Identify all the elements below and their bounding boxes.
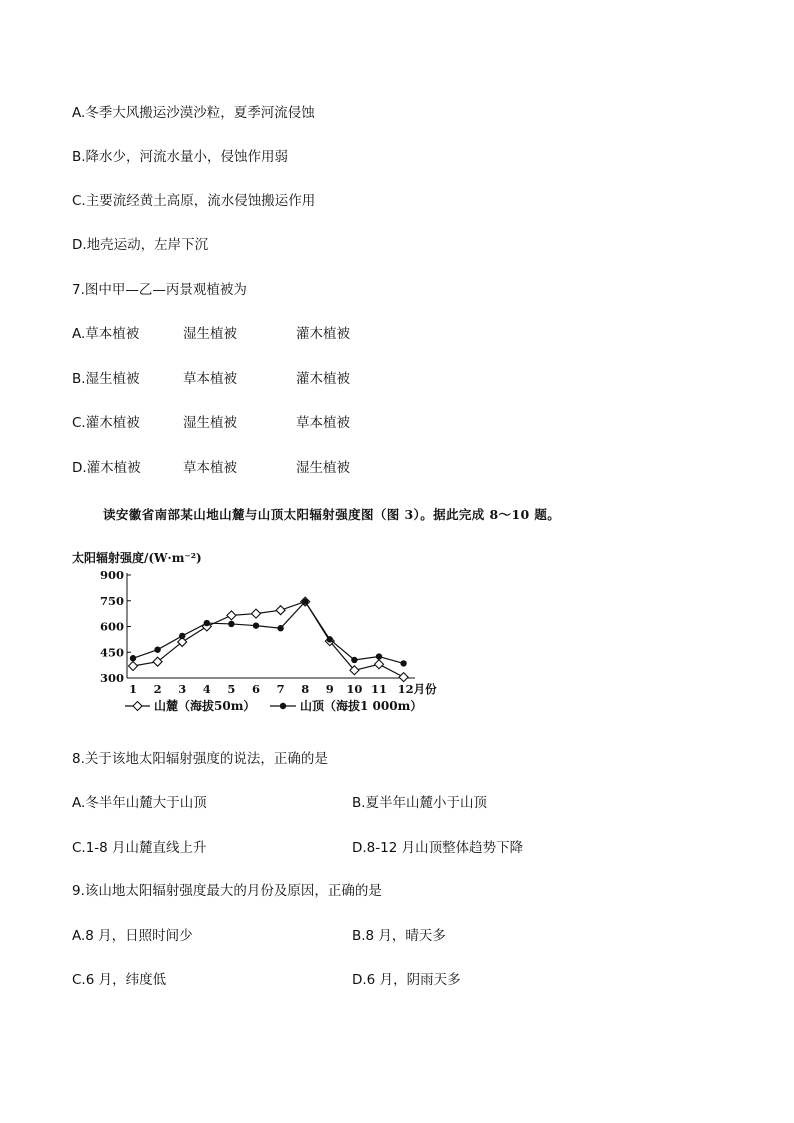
data-point xyxy=(375,660,384,669)
data-point xyxy=(179,633,185,639)
q7-option-a-third: 灌木植被 xyxy=(296,326,350,342)
data-point xyxy=(327,636,333,642)
q9-option-a: A.8 月，日照时间少 xyxy=(72,928,193,944)
q8-stem: 8.关于该地太阳辐射强度的说法，正确的是 xyxy=(72,751,328,767)
y-tick-label: 900 xyxy=(99,568,124,582)
legend-label-foot: 山麓（海拔50m） xyxy=(154,699,256,713)
q6-option-a: A.冬季大风搬运沙漠沙粒，夏季河流侵蚀 xyxy=(72,105,315,121)
x-tick-label: 6 xyxy=(251,682,261,696)
x-tick-label: 12月份 xyxy=(397,682,437,696)
data-point xyxy=(130,655,136,661)
data-point xyxy=(276,606,285,615)
q6-option-c: C.主要流经黄土高原，流水侵蚀搬运作用 xyxy=(72,193,316,209)
data-point xyxy=(253,622,259,628)
q7-stem: 7.图中甲—乙—丙景观植被为 xyxy=(72,282,247,298)
y-axis-label: 太阳辐射强度/(W·m⁻²) xyxy=(72,551,202,565)
q7-option-a-second: 湿生植被 xyxy=(183,326,237,342)
q8-option-b: B.夏半年山麓小于山顶 xyxy=(352,795,488,811)
y-tick-label: 600 xyxy=(99,619,124,634)
series-line-1 xyxy=(133,602,404,678)
q8-option-d: D.8-12 月山顶整体趋势下降 xyxy=(352,840,524,856)
series-line-2 xyxy=(133,602,404,664)
data-point xyxy=(129,661,138,670)
x-tick-label: 2 xyxy=(153,682,162,696)
x-tick-label: 7 xyxy=(276,682,285,696)
data-point xyxy=(302,598,308,604)
legend-marker-top xyxy=(280,703,286,709)
data-point xyxy=(204,620,210,626)
q7-option-a-first: A.草本植被 xyxy=(72,326,140,342)
x-tick-label: 8 xyxy=(301,682,310,696)
data-point xyxy=(228,621,234,627)
legend-marker-foot xyxy=(133,702,142,711)
q7-option-d-first: D.灌木植被 xyxy=(72,460,141,476)
y-tick-label: 450 xyxy=(99,645,124,660)
solar-radiation-chart xyxy=(70,545,450,725)
x-tick-label: 4 xyxy=(202,682,211,696)
q6-option-d: D.地壳运动，左岸下沉 xyxy=(72,237,209,253)
data-point xyxy=(154,646,160,652)
data-point xyxy=(227,611,236,620)
x-tick-label: 1 xyxy=(128,682,138,696)
data-point xyxy=(400,660,406,666)
q7-option-c-first: C.灌木植被 xyxy=(72,415,140,431)
q9-option-d: D.6 月，阴雨天多 xyxy=(352,972,461,988)
q9-stem: 9.该山地太阳辐射强度最大的月份及原因，正确的是 xyxy=(72,883,382,899)
data-point xyxy=(376,653,382,659)
legend-label-top: 山顶（海拔1 000m） xyxy=(300,699,423,713)
q7-option-c-second: 湿生植被 xyxy=(183,415,237,431)
y-tick-label: 750 xyxy=(99,593,124,608)
q7-option-c-third: 草本植被 xyxy=(296,415,350,431)
q9-option-c: C.6 月，纬度低 xyxy=(72,972,167,988)
q7-option-b-second: 草本植被 xyxy=(183,371,237,387)
q9-option-b: B.8 月，晴天多 xyxy=(352,928,446,944)
x-tick-label: 9 xyxy=(325,682,334,696)
q7-option-b-first: B.湿生植被 xyxy=(72,371,140,387)
y-tick-label: 300 xyxy=(99,671,124,685)
figure-intro: 读安徽省南部某山地山麓与山顶太阳辐射强度图（图 3）。据此完成 8～10 题。 xyxy=(103,507,561,522)
x-tick-label: 11 xyxy=(370,682,388,696)
data-point xyxy=(252,609,261,618)
q8-option-c: C.1-8 月山麓直线上升 xyxy=(72,840,207,856)
data-point xyxy=(277,625,283,631)
x-tick-label: 3 xyxy=(178,682,187,696)
x-tick-label: 5 xyxy=(227,682,236,696)
q8-option-a: A.冬半年山麓大于山顶 xyxy=(72,795,207,811)
q7-option-b-third: 灌木植被 xyxy=(296,371,350,387)
q7-option-d-second: 草本植被 xyxy=(183,460,237,476)
data-point xyxy=(399,673,408,682)
data-point xyxy=(351,657,357,663)
x-tick-label: 10 xyxy=(346,682,363,696)
q6-option-b: B.降水少，河流水量小，侵蚀作用弱 xyxy=(72,149,289,165)
q7-option-d-third: 湿生植被 xyxy=(296,460,350,476)
